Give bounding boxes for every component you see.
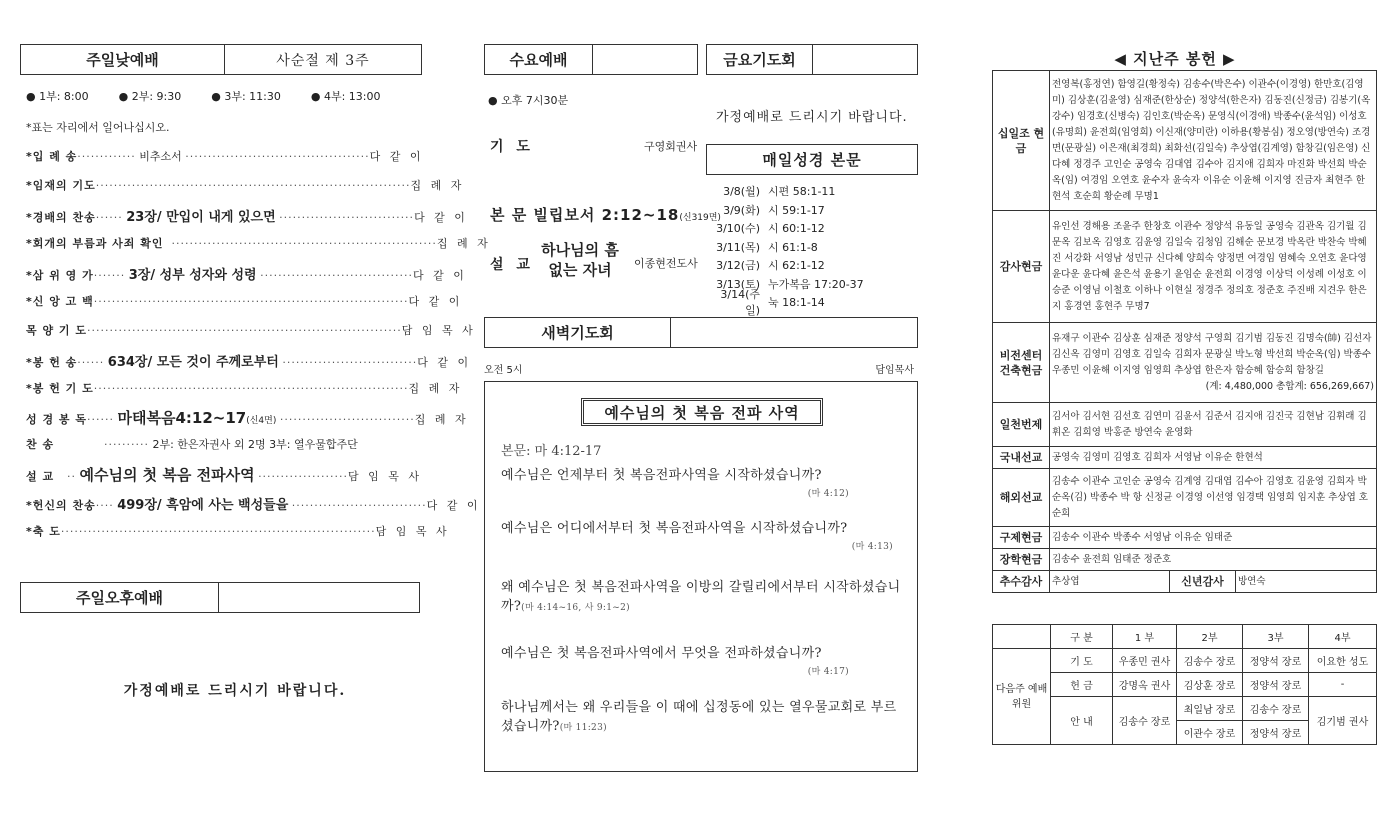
duty-row: 다음주 예배위원 기 도 우종민 권사 김송수 장로 정양석 장로 이요한 성도 (993, 649, 1377, 673)
wednesday-time: ● 오후 7시30분 (488, 94, 569, 107)
order-content: 예수님의 첫 복음 전파사역 (79, 466, 255, 484)
offering-category: 비전센터 건축현금 (993, 323, 1050, 403)
order-who: 집 례 자 (436, 237, 491, 250)
duty-row: 헌 금 강명옥 권사 김상훈 장로 정양석 장로 - (993, 673, 1377, 697)
order-content: 499장/ 흑암에 사는 백성들을 (117, 498, 289, 513)
wednesday-title: 수요예배 (485, 45, 593, 74)
duty-header: 3부 (1243, 625, 1309, 649)
order-content: 마태복음4:12~17 (117, 409, 247, 427)
order-note: (신4면) (246, 416, 277, 426)
order-who: 담 임 목 사 (401, 324, 476, 337)
offering-names: 김송수 윤전희 임태준 정준호 (1050, 549, 1377, 571)
order-label: *축 도 (26, 525, 61, 538)
wednesday-text-label: 본 문 빌립보서 2:12~18 (490, 206, 680, 224)
order-row: *신 앙 고 백 ······································································ 다 같 이 (26, 295, 463, 308)
reading-row: 3/11(목) 시 61:1-8 (716, 240, 818, 254)
study-title: 예수님의 첫 복음 전파 사역 (581, 398, 823, 426)
order-row: *봉 헌 기 도 ······································································ 집 례 자 (26, 382, 463, 395)
sunday-week: 사순절 제 3주 (276, 52, 370, 69)
order-label: *경배의 찬송 (26, 211, 96, 224)
offering-category: 구제현금 (993, 527, 1050, 549)
order-label: *봉 헌 송 (26, 356, 78, 369)
offering-row (993, 323, 1377, 403)
offering-names: 김송수 이관수 박종수 서영남 이유순 임태준 (1050, 527, 1377, 549)
order-who: 집 례 자 (408, 382, 463, 395)
study-question: 예수님은 어디에서부터 첫 복음전파사역을 시작하셨습니까? (마 4:13) (501, 521, 893, 552)
order-label: 찬 송 (26, 438, 55, 451)
offering-names: 방연숙 (1236, 571, 1377, 593)
reading-row: 3/9(화) 시 59:1-17 (723, 203, 825, 217)
wednesday-text (490, 204, 721, 225)
study-question: 예수님은 첫 복음전파사역에서 무엇을 전파하셨습니까? (마 4:17) (501, 646, 849, 677)
service-time-4: ● 4부: 13:00 (310, 90, 381, 103)
order-who: 집 례 자 (414, 413, 469, 426)
reading-row: 3/12(금) 시 62:1-12 (716, 259, 825, 273)
reading-row: 3/8(월) 시편 58:1-11 (723, 185, 836, 199)
dawn-who: 담임목사 (875, 365, 914, 376)
order-row: *회개의 부름과 사죄 확인 ··························································· 집 례 자 (26, 237, 491, 250)
daily-reading-title: 매일성경 본문 (706, 144, 918, 175)
order-who: 다 같 이 (412, 269, 467, 282)
dawn-header (484, 317, 918, 348)
afternoon-note: 가정예배로 드리시기 바랍니다. (123, 683, 347, 699)
afternoon-title: 주일오후예배 (21, 583, 219, 612)
order-who: 다 같 이 (426, 499, 481, 512)
order-content: 3장/ 성부 성자와 성령 (128, 268, 257, 283)
order-label: 목 양 기 도 (26, 324, 87, 337)
order-label: 설 교 (26, 470, 55, 483)
wednesday-text-note: (신319면) (679, 213, 721, 223)
offering-row (993, 469, 1377, 527)
offering-category: 신년감사 (1170, 571, 1236, 593)
order-row: *축 도 ······································································ 담 임 목 사 (26, 525, 450, 538)
order-row: *입 례 송 ············· 비추소서 ········································· 다 같 이 (26, 150, 424, 163)
stand-note: *표는 자리에서 일어나십시오. (26, 121, 170, 134)
reading-row: 3/14(주일) 눅 18:1-14 (720, 288, 825, 318)
order-who: 집 례 자 (410, 179, 465, 192)
friday-note: 가정예배로 드리시기 바랍니다. (716, 110, 908, 125)
wednesday-header (484, 44, 698, 75)
dawn-time: 오전 5시 (484, 365, 523, 376)
weekday-section (484, 44, 918, 774)
offering-category: 국내선교 (993, 447, 1050, 469)
bible-study-box (484, 381, 918, 772)
duty-header: 4부 (1309, 625, 1377, 649)
order-who: 다 같 이 (369, 150, 424, 163)
order-row: 성 경 봉 독 ······ 마태복음4:12~17(신4면) ······························ 집 례 자 (26, 409, 469, 427)
offering-row (993, 71, 1377, 211)
order-content: 비추소서 (139, 150, 182, 163)
order-who: 다 같 이 (414, 211, 468, 224)
study-question: 하나님께서는 왜 우리들을 이 때에 십정동에 있는 열우물교회로 부르셨습니까?(마 11:23) (501, 700, 897, 734)
order-who: 담 임 목 사 (375, 525, 450, 538)
reading-row: 3/10(수) 시 60:1-12 (716, 222, 825, 236)
order-label: *헌신의 찬송 (26, 499, 96, 512)
order-who: 담 임 목 사 (348, 470, 422, 483)
order-row: 찬 송 ·········· 2부: 한은자권사 외 2명 3부: 열우물합주단 (26, 438, 358, 451)
service-time-3: ● 3부: 11:30 (211, 90, 281, 103)
duty-header: 2부 (1177, 625, 1243, 649)
offering-row (993, 571, 1377, 593)
sunday-title: 주일낮예배 (21, 45, 225, 74)
wednesday-sermon-title: 하나님의 흠 없는 자녀 (541, 241, 619, 279)
offering-row (993, 211, 1377, 323)
wednesday-prayer-label: 기 도 (490, 139, 534, 155)
order-label: *봉 헌 기 도 (26, 382, 94, 395)
wednesday-sermon-label: 설 교 (490, 257, 534, 273)
offering-names: 유인선 경해용 조윤주 한창호 이관수 정양석 유동일 공영숙 김관옥 김기월 김문옥 김보옥 김영호 김윤영 김일숙 김청임 김해순 문보경 박옥란 박찬숙 박혜진 서강화 서영남 성민규 신다혜 양희숙 양정면 여경임 염혜숙 오연호 윤다영 윤다운 윤다혜 윤은석 윤용기 윤임순 윤전희 이경영 이상덕 이성례 이성호 이승준 이영님 이철호 이하나 이현실 정경주 정의호 정준호 주진배 지견우 한은지 홍경연 홍현주 무명7 (1050, 211, 1377, 323)
offering-category: 장학현금 (993, 549, 1050, 571)
order-row: *임재의 기도 ······································································ 집 례 자 (26, 179, 465, 192)
offering-table (992, 70, 1377, 593)
order-label: *임재의 기도 (26, 179, 96, 192)
offering-names: 김서아 김서현 김선호 김연미 김윤서 김준서 김지애 김진국 김현남 김휘래 김휘온 김희영 박홍준 방연숙 윤영화 (1050, 403, 1377, 447)
order-label: *삼 위 영 가 (26, 269, 94, 282)
order-row: *봉 헌 송 ······ 634장/ 모든 것이 주께로부터 ······························ 다 같 이 (26, 355, 472, 370)
service-times (26, 88, 426, 104)
offering-category: 해외선교 (993, 469, 1050, 527)
duty-group-label: 다음주 예배위원 (993, 649, 1051, 745)
order-row: *경배의 찬송 ······ 23장/ 만입이 내게 있으면 ······························ 다 같 이 (26, 210, 468, 225)
sunday-header (20, 44, 422, 75)
afternoon-header (20, 582, 420, 613)
offering-names: 공영숙 김영미 김영호 김희자 서영남 이유순 한현석 (1050, 447, 1377, 469)
offering-names: 유재구 이관수 김상훈 심재준 정양석 구영희 김기범 김동진 김명숙(帥) 김선자 김신옥 김영미 김영호 김일숙 김희자 문광실 박노형 박선희 박순옥(임) 박종수 우종민 이윤해 이지영 임영희 추상엽 한은자 함승혜 함승희 함창길 (1052, 332, 1372, 376)
dawn-title: 새벽기도회 (485, 318, 671, 347)
offering-names: 전영복(홍정연) 함영길(황정숙) 김송수(박은수) 이관수(이경영) 한만호(김영미) 김상훈(김윤영) 심재준(한상순) 정양석(한은자) 김동진(신정금) 김봉기(옥강수) 임경호(신병숙) 김인호(박순옥) 문영식(이경애) 박종수(윤석임) 이성호(유명희) 윤전희(임영희) 이신재(양미란) 이하용(황봉심) 정오영(방연숙) 조경면(문광실) 이은재(최경희) 최화선(김일숙) 추상엽(김계영) 함창길(임은영) 신다혜 정경주 고인순 공영숙 김대엽 김수아 김지애 김희자 마진화 박선희 박순옥(임) 여경임 오연호 윤수자 윤숙자 이유순 이윤해 이지영 진금자 최현주 한현석 호순희 황순례 무명1 (1050, 71, 1377, 211)
order-row: 설 교 ·· 예수님의 첫 복음 전파사역 ···················· 담 임 목 사 (26, 466, 422, 484)
order-content: 2부: 한은자권사 외 2명 3부: 열우물합주단 (152, 438, 358, 451)
service-time-2: ● 2부: 9:30 (118, 90, 182, 103)
duty-header: 1 부 (1113, 625, 1177, 649)
order-who: 다 같 이 (417, 356, 472, 369)
offering-names: 추상엽 (1050, 571, 1170, 593)
order-row: 목 양 기 도 ······································································ 담 임 목 사 (26, 324, 476, 337)
duty-row: 이관수 장로 정양석 장로 (993, 721, 1377, 745)
wednesday-sermon-who: 이종현전도사 (634, 257, 698, 270)
study-question: 왜 예수님은 첫 복음전파사역을 이방의 갈릴리에서부터 시작하셨습니까?(마 4:14~16, 사 9:1~2) (501, 580, 901, 614)
order-content: 634장/ 모든 것이 주께로부터 (107, 355, 279, 370)
offering-title: ◀ 지난주 봉헌 ▶ (1114, 50, 1236, 68)
offering-category: 추수감사 (993, 571, 1050, 593)
service-time-1: ● 1부: 8:00 (26, 90, 89, 103)
order-who: 다 같 이 (408, 295, 463, 308)
order-label: *회개의 부름과 사죄 확인 (26, 237, 164, 250)
duty-header: 구 분 (1051, 625, 1113, 649)
friday-header (706, 44, 918, 75)
offering-names: 김송수 이관수 고인순 공영숙 김계영 김대엽 김수아 김영호 김윤영 김희자 박순옥(김) 박종수 박 항 신정균 이경영 이선영 임경택 임영희 임지훈 추상엽 호순희 (1050, 469, 1377, 527)
order-row: *헌신의 찬송 ···· 499장/ 흑암에 사는 백성들을 ······························ 다 같 이 (26, 498, 481, 513)
offering-category: 일천번제 (993, 403, 1050, 447)
daily-reading-list (706, 182, 918, 318)
order-row: *삼 위 영 가 ······· 3장/ 성부 성자와 성령 ·································· 다 같 이 (26, 268, 467, 283)
study-source: 본문: 마 4:12-17 (501, 444, 602, 459)
friday-title: 금요기도회 (707, 45, 813, 74)
order-label: 성 경 봉 독 (26, 413, 87, 426)
offering-row (993, 447, 1377, 469)
wednesday-prayer-name: 구영회권사 (644, 140, 698, 153)
offering-category: 감사현금 (993, 211, 1050, 323)
order-content: 23장/ 만입이 내게 있으면 (126, 210, 276, 225)
reading-row: 3/13(토) 누가복음 17:20-37 (716, 277, 864, 291)
sunday-worship-section (20, 44, 491, 744)
offering-category: 십일조 현금 (993, 71, 1050, 211)
duty-header-row (993, 625, 1377, 649)
duty-row: 안 내 김송수 장로 최일남 장로 김송수 장로 김기범 권사 (993, 697, 1377, 721)
offering-row (993, 549, 1377, 571)
offering-row (993, 403, 1377, 447)
order-label: *입 례 송 (26, 150, 78, 163)
order-label: *신 앙 고 백 (26, 295, 94, 308)
study-question: 예수님은 언제부터 첫 복음전파사역을 시작하셨습니까? (마 4:12) (501, 468, 849, 499)
offering-row (993, 527, 1377, 549)
offering-sum: (계: 4,480,000 총합계: 656,269,667) (1205, 380, 1374, 392)
next-week-duty-table (992, 624, 1377, 745)
